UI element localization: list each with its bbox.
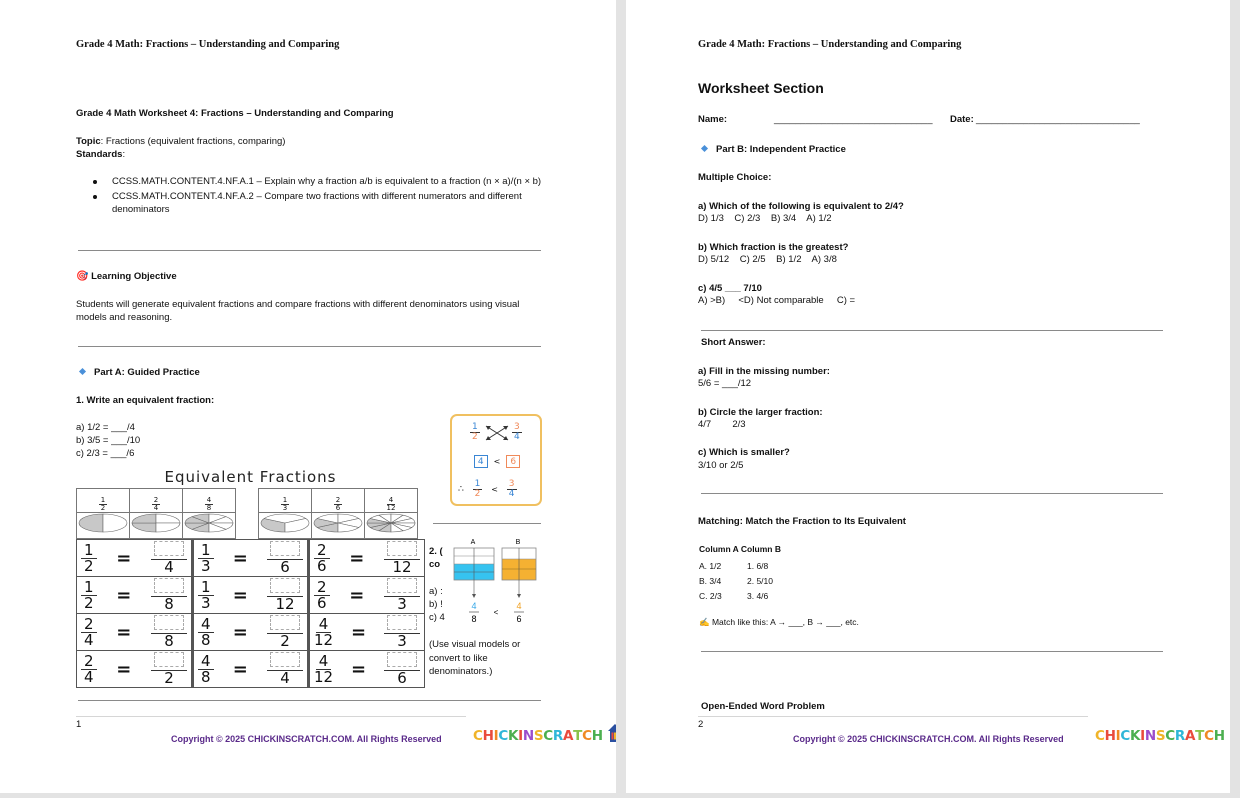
denominator: 12 [314, 630, 334, 649]
denominator: 3 [201, 593, 211, 612]
pie-cell [77, 513, 130, 539]
equals-sign: = [232, 584, 248, 606]
numerator: 1 [474, 479, 481, 489]
pie-cell [365, 513, 418, 539]
numerator: 2 [314, 543, 330, 559]
denominator: 3 [397, 595, 407, 613]
mc-question: c) 4/5 ___ 7/10 [698, 283, 762, 294]
q2-fragment: a) : [429, 586, 443, 597]
logo-letter: I [493, 728, 499, 744]
denominator: 12 [386, 504, 396, 512]
mc-options: A) >B) <D) Not comparable C) = [698, 295, 856, 306]
right-fraction [384, 615, 420, 649]
numerator: 4 [198, 654, 214, 670]
pie-slice [156, 514, 180, 523]
right-fraction [384, 578, 420, 612]
denominator: 8 [164, 632, 174, 650]
right-fraction [151, 615, 187, 649]
bar-model-illustration [446, 536, 546, 628]
logo-letter: A [1185, 728, 1196, 744]
cross-arrows-icon [484, 424, 510, 442]
q2-fragment: c) 4 [429, 612, 445, 623]
numerator: 2 [153, 496, 159, 504]
diamond-bullet-icon [701, 145, 708, 152]
logo-letter: K [507, 728, 519, 744]
right-fraction [267, 578, 303, 612]
denominator: 6 [397, 669, 407, 687]
numerator: 4 [316, 654, 332, 670]
page-number: 2 [698, 719, 704, 730]
sa-heading: Short Answer: [701, 337, 766, 348]
column-b-item: 2. 5/10 [747, 576, 773, 586]
grid-cell [77, 577, 193, 614]
less-than: < [493, 457, 501, 466]
cross-products [472, 455, 522, 468]
running-header: Grade 4 Math: Fractions – Understanding and Comparing [698, 39, 962, 50]
logo-letter: I [1140, 728, 1145, 744]
left-fraction [314, 540, 330, 575]
right-fraction [267, 615, 303, 649]
bar-b [502, 548, 536, 580]
divider [78, 346, 541, 347]
q2-fragment: 2. ( [429, 546, 443, 557]
grid-cell [77, 614, 193, 651]
divider [701, 330, 1163, 331]
section-title: Worksheet Section [698, 80, 824, 96]
logo-letter: T [1195, 728, 1205, 744]
denominator: 6 [317, 556, 327, 575]
logo-letter: I [518, 728, 523, 744]
worksheet-title: Grade 4 Math Worksheet 4: Fractions – Understanding and Comparing [76, 108, 394, 119]
logo-letter: H [482, 728, 494, 744]
left-fraction [81, 540, 97, 575]
numerator: 1 [81, 580, 97, 596]
sa-answer: 4/7 2/3 [698, 419, 746, 430]
denominator: 3 [201, 556, 211, 575]
denominator: 2 [84, 593, 94, 612]
equation [314, 615, 420, 649]
bullet-icon [93, 180, 97, 184]
logo-letter: S [533, 728, 544, 744]
pie-slice [156, 523, 180, 532]
circle-label [130, 489, 183, 513]
logo-letter: H [1213, 728, 1225, 744]
equivalent-fractions-chart [76, 468, 425, 690]
logo-letter: I [1115, 728, 1121, 744]
equation [198, 541, 303, 575]
numerator: 1 [100, 496, 106, 504]
equation [314, 578, 420, 612]
equation [81, 541, 187, 575]
logo-letter: N [522, 728, 534, 744]
q1-heading: 1. Write an equivalent fraction: [76, 395, 215, 406]
equation [198, 615, 303, 649]
equals-sign: = [351, 658, 367, 680]
logo-letter: C [1120, 728, 1130, 744]
pie-cell [183, 513, 236, 539]
pie-half-icon [77, 513, 129, 533]
pie-cell [259, 513, 312, 539]
grid-row [77, 651, 425, 688]
numerator: 1 [198, 580, 214, 596]
left-fraction [314, 577, 330, 612]
product-left: 4 [474, 455, 488, 468]
denominator: 2 [100, 504, 106, 512]
topic-label: Topic [76, 136, 101, 147]
therefore-symbol: ∴ [458, 484, 464, 495]
denominator: 12 [392, 558, 412, 576]
logo-letter: A [563, 728, 574, 744]
numerator: 1 [81, 543, 97, 559]
date-field[interactable]: _______________________________ [976, 114, 1140, 125]
logo-letter: C [1165, 728, 1175, 744]
target-icon: 🎯 [76, 271, 89, 282]
pie-cell [312, 513, 365, 539]
bar-a-numerator: 4 [471, 601, 477, 611]
equivalent-fractions-title: Equivalent Fractions [164, 468, 337, 486]
topic-line [76, 135, 285, 148]
bar-label-b: B [515, 539, 521, 546]
equation [198, 578, 303, 612]
house-icon [607, 723, 616, 743]
objective-heading [76, 270, 177, 283]
page-2 [626, 0, 1230, 793]
logo-letter: T [573, 728, 583, 744]
divider [433, 523, 541, 524]
cross-conclusion [458, 480, 517, 499]
equals-sign: = [351, 621, 367, 643]
mc-question: a) Which of the following is equivalent to 2/4? [698, 201, 904, 212]
numerator: 4 [388, 496, 394, 504]
numerator: 3 [508, 479, 515, 489]
numerator: 1 [282, 496, 288, 504]
denominator: 3 [282, 504, 288, 512]
denominator: 2 [280, 632, 290, 650]
equals-sign: = [349, 547, 365, 569]
matching-row [699, 589, 773, 604]
standards-colon: : [122, 149, 126, 160]
numerator: 2 [335, 496, 341, 504]
denominator: 4 [164, 558, 174, 576]
standard-text: CCSS.MATH.CONTENT.4.NF.A.1 – Explain why a fraction a/b is equivalent to a fraction (n × a)/(n × b) [112, 176, 542, 187]
pie-thirds-icon [259, 513, 311, 533]
bar-model-svg [446, 536, 546, 628]
column-b-item: 1. 6/8 [747, 561, 769, 571]
equation [314, 541, 420, 575]
equivalent-fraction-grid [76, 539, 425, 688]
standards-label: Standards [76, 149, 123, 160]
numerator: 3 [514, 422, 520, 432]
equation [198, 652, 303, 686]
left-fraction [81, 577, 97, 612]
pie-sixths-icon [312, 513, 364, 533]
standards-list [76, 175, 546, 218]
grid-row [77, 577, 425, 614]
left-fraction [314, 614, 334, 649]
sa-answer: 3/10 or 2/5 [698, 460, 744, 471]
logo-letter: C [543, 728, 553, 744]
circle-label [259, 489, 312, 513]
numerator: 1 [198, 543, 214, 559]
denominator: 6 [317, 593, 327, 612]
standards-line [76, 148, 125, 161]
page-number: 1 [76, 719, 82, 730]
grid-cell [77, 540, 193, 577]
bullet-icon [93, 195, 97, 199]
divider [701, 651, 1163, 652]
matching-heading: Matching: Match the Fraction to Its Equivalent [698, 516, 906, 527]
right-fraction [267, 652, 303, 686]
numerator: 2 [81, 617, 97, 633]
denominator: 4 [84, 630, 94, 649]
right-fraction [151, 541, 187, 575]
column-a-item: B. 3/4 [699, 576, 722, 586]
grid-cell [309, 577, 425, 614]
matching-header: Column A Column B [699, 544, 781, 554]
circle-label [183, 489, 236, 513]
q1-item: a) 1/2 = ___/4 [76, 422, 135, 433]
denominator: 3 [397, 632, 407, 650]
denominator: 2 [164, 669, 174, 687]
footer-divider [76, 716, 466, 717]
standard-text: CCSS.MATH.CONTENT.4.NF.A.2 – Compare two fractions with different numerators and different denominators [112, 191, 522, 215]
cross-fraction-left [470, 422, 480, 442]
sa-question: a) Fill in the missing number: [698, 366, 830, 377]
denominator: 4 [84, 667, 94, 686]
writing-hand-icon: ✍ [699, 617, 710, 627]
name-field[interactable]: ______________________________ [774, 114, 933, 125]
logo-letter: R [552, 728, 564, 744]
right-fraction [151, 578, 187, 612]
logo-letter: H [1104, 728, 1116, 744]
grid-cell [193, 540, 309, 577]
sa-answer: 5/6 = ___/12 [698, 378, 752, 389]
denominator: 2 [84, 556, 94, 575]
date-label: Date: [950, 114, 974, 125]
bar-compare: < [493, 608, 499, 617]
matching-hint [699, 617, 859, 628]
logo-letter: N [1144, 728, 1156, 744]
numerator: 4 [206, 496, 212, 504]
mc-options: D) 5/12 C) 2/5 B) 1/2 A) 3/8 [698, 254, 837, 265]
equals-sign: = [116, 621, 132, 643]
q2-note: (Use visual models or convert to like denominators.) [429, 639, 521, 677]
equals-sign: = [116, 547, 132, 569]
left-fraction [81, 614, 97, 649]
logo-letter: C [498, 728, 508, 744]
circle-label [365, 489, 418, 513]
footer-divider [698, 716, 1088, 717]
name-label: Name: [698, 114, 728, 125]
numerator: 2 [314, 580, 330, 596]
open-ended-heading: Open-Ended Word Problem [701, 701, 825, 712]
equation [81, 578, 187, 612]
numerator: 4 [198, 617, 214, 633]
pie-twelfths-icon [365, 513, 417, 533]
logo-text [473, 728, 603, 744]
part-b-heading-text: Part B: Independent Practice [716, 144, 846, 155]
standard-item [76, 190, 546, 216]
running-header: Grade 4 Math: Fractions – Understanding and Comparing [76, 39, 340, 50]
grid-row [77, 540, 425, 577]
objective-heading-text: Learning Objective [91, 271, 177, 282]
right-fraction [384, 541, 420, 575]
logo-letter: K [1129, 728, 1141, 744]
matching-row [699, 574, 773, 589]
right-fraction [267, 541, 303, 575]
standard-item [76, 175, 546, 188]
logo-letter: C [1095, 728, 1105, 744]
pie-cell [130, 513, 183, 539]
equals-sign: = [232, 621, 248, 643]
grid-cell [309, 651, 425, 688]
grid-cell [193, 614, 309, 651]
copyright-text: Copyright © 2025 CHICKINSCRATCH.COM. All Rights Reserved [171, 734, 442, 744]
bar-label-a: A [470, 539, 476, 546]
chickinscratch-logo [473, 723, 616, 744]
logo-letter: H [591, 728, 603, 744]
logo-letter: C [1204, 728, 1214, 744]
grid-cell [309, 614, 425, 651]
bar-b-numerator: 4 [516, 601, 522, 611]
left-fraction [198, 651, 214, 686]
right-fraction [151, 652, 187, 686]
circle-label [77, 489, 130, 513]
part-b-heading [702, 143, 846, 156]
q2-fragment: co [429, 559, 441, 570]
denominator: 2 [474, 489, 481, 499]
cross-fraction-right [512, 422, 522, 442]
column-a-item: C. 2/3 [699, 591, 722, 601]
equals-sign: = [116, 584, 132, 606]
part-a-heading-text: Part A: Guided Practice [94, 367, 200, 378]
diamond-bullet-icon [79, 368, 86, 375]
denominator: 12 [314, 667, 334, 686]
denominator: 2 [472, 432, 478, 442]
grid-cell [77, 651, 193, 688]
numerator: 2 [81, 654, 97, 670]
right-fraction [384, 652, 420, 686]
equals-sign: = [232, 658, 248, 680]
bar-a [454, 548, 494, 580]
denominator: 4 [508, 489, 515, 499]
matching-row [699, 559, 773, 574]
matching-hint-text: Match like this: A → ___, B → ___, etc. [711, 617, 859, 627]
left-fraction [198, 577, 214, 612]
pie-quarters-icon [130, 513, 182, 533]
denominator: 4 [514, 432, 520, 442]
product-right: 6 [506, 455, 520, 468]
circle-label [312, 489, 365, 513]
cross-multiply-illustration [450, 414, 542, 506]
column-b-item: 3. 4/6 [747, 591, 769, 601]
logo-letter: S [1155, 728, 1166, 744]
column-a-item: A. 1/2 [699, 561, 722, 571]
mc-heading: Multiple Choice: [698, 172, 772, 183]
equation [81, 652, 187, 686]
denominator: 4 [153, 504, 159, 512]
grid-cell [309, 540, 425, 577]
sa-question: b) Circle the larger fraction: [698, 407, 823, 418]
objective-text: Students will generate equivalent fractions and compare fractions with different denominators using visual models and reasoning. [76, 299, 520, 323]
logo-letter: C [473, 728, 483, 744]
denominator: 8 [206, 504, 212, 512]
denominator: 6 [335, 504, 341, 512]
pie-slice [103, 514, 127, 532]
q1-item: c) 2/3 = ___/6 [76, 448, 135, 459]
mc-question: b) Which fraction is the greatest? [698, 242, 849, 253]
grid-cell [193, 577, 309, 614]
divider [78, 700, 541, 701]
q2-fragment: b) ! [429, 599, 443, 610]
chickinscratch-logo [1095, 723, 1230, 744]
topic-value: : Fractions (equivalent fractions, comparing) [100, 136, 286, 147]
denominator: 6 [280, 558, 290, 576]
equation [314, 652, 420, 686]
denominator: 8 [201, 667, 211, 686]
mc-options: D) 1/3 C) 2/3 B) 3/4 A) 1/2 [698, 213, 832, 224]
equals-sign: = [116, 658, 132, 680]
numerator: 4 [316, 617, 332, 633]
bar-a-denominator: 8 [471, 614, 477, 624]
pie-slice [132, 514, 156, 523]
left-fraction [81, 651, 97, 686]
equals-sign: = [349, 584, 365, 606]
equals-sign: = [232, 547, 248, 569]
copyright-text: Copyright © 2025 CHICKINSCRATCH.COM. All Rights Reserved [793, 734, 1064, 744]
house-icon [1229, 723, 1230, 743]
left-fraction [198, 614, 214, 649]
equation [81, 615, 187, 649]
logo-letter: R [1174, 728, 1186, 744]
sa-question: c) Which is smaller? [698, 447, 790, 458]
logo-text [1095, 728, 1225, 744]
circle-table-right [258, 488, 418, 539]
logo-letter: C [582, 728, 592, 744]
page-1 [0, 0, 616, 793]
pie-slice [132, 523, 156, 532]
left-fraction [198, 540, 214, 575]
numerator: 1 [472, 422, 478, 432]
matching-table [699, 559, 773, 604]
grid-cell [193, 651, 309, 688]
left-fraction [314, 651, 334, 686]
divider [701, 493, 1163, 494]
pie-eighths-icon [183, 513, 235, 533]
denominator: 8 [164, 595, 174, 613]
grid-row [77, 614, 425, 651]
denominator: 12 [275, 595, 295, 613]
bar-b-denominator: 6 [516, 614, 522, 624]
less-than: < [491, 485, 498, 494]
denominator: 8 [201, 630, 211, 649]
divider [78, 250, 541, 251]
denominator: 4 [280, 669, 290, 687]
part-a-heading [80, 366, 200, 379]
pie-slice [79, 514, 103, 532]
q1-item: b) 3/5 = ___/10 [76, 435, 141, 446]
circle-table-left [76, 488, 236, 539]
